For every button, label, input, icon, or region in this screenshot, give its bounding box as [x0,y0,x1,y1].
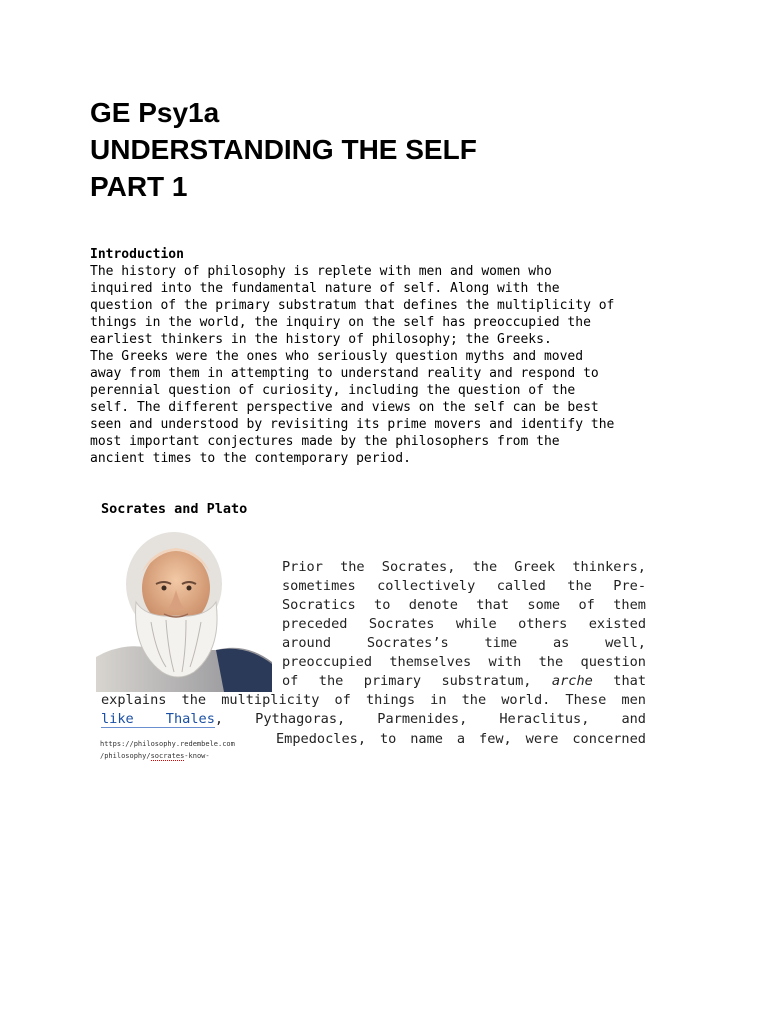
paragraph-full-lines [101,691,646,729]
intro-line: self. The different perspective and views on the self can be best [90,400,599,415]
paragraph-line [101,710,646,729]
arche-term: arche [551,673,593,689]
intro-line: ancient times to the contemporary period. [90,451,411,466]
paragraph-line: Empedocles, to name a few, were concerned [276,731,646,747]
intro-line: The Greeks were the ones who seriously question myths and moved [90,349,584,364]
intro-line: most important conjectures made by the philosophers from the [90,434,560,449]
introduction-section [90,246,690,467]
thales-link[interactable]: like Thales [101,711,215,727]
caption-url-line [100,750,260,762]
paragraph-line: preceded Socrates while others existed [282,616,646,632]
caption-url-line: https://philosophy.redembele.com [100,740,235,748]
scanned-excerpt [96,498,652,768]
title-line-part: PART 1 [90,171,188,202]
paragraph-text: that [592,673,646,689]
paragraph-line: Prior the Socrates, the Greek thinkers, [282,559,646,575]
paragraph-line: around Socrates’s time as well, [282,635,646,651]
socrates-plato-heading: Socrates and Plato [101,501,248,517]
paragraph-line: explains the multiplicity of things in the world. These men [101,692,646,708]
document-title [90,94,477,205]
intro-line: earliest thinkers in the history of philosophy; the Greeks. [90,332,552,347]
paragraph-last-line [276,730,646,749]
socrates-paragraph-column [282,558,646,691]
caption-text: -know- [184,752,210,760]
title-line-course: GE Psy1a [90,97,220,128]
caption-text: /philosophy/ [100,752,151,760]
intro-line: The history of philosophy is replete with men and women who [90,264,552,279]
image-source-caption [100,738,260,762]
paragraph-text: , Pythagoras, Parmenides, Heraclitus, and [214,711,646,727]
intro-line: things in the world, the inquiry on the self has preoccupied the [90,315,591,330]
introduction-heading: Introduction [90,247,184,262]
paragraph-line [282,672,646,691]
paragraph-line: Socratics to denote that some of them [282,597,646,613]
paragraph-line: preoccupied themselves with the question [282,654,646,670]
intro-line: inquired into the fundamental nature of self. Along with the [90,281,560,296]
paragraph-text: of the primary substratum, [282,673,552,689]
socrates-portrait-image [96,522,272,692]
title-line-topic: UNDERSTANDING THE SELF [90,134,477,165]
intro-line: question of the primary substratum that defines the multiplicity of [90,298,615,313]
paragraph-line: sometimes collectively called the Pre- [282,578,646,594]
intro-line: perennial question of curiosity, including the question of the [90,383,576,398]
intro-line: seen and understood by revisiting its prime movers and identify the [90,417,615,432]
intro-line: away from them in attempting to understand reality and respond to [90,366,599,381]
caption-misspelled: socrates [150,752,185,760]
